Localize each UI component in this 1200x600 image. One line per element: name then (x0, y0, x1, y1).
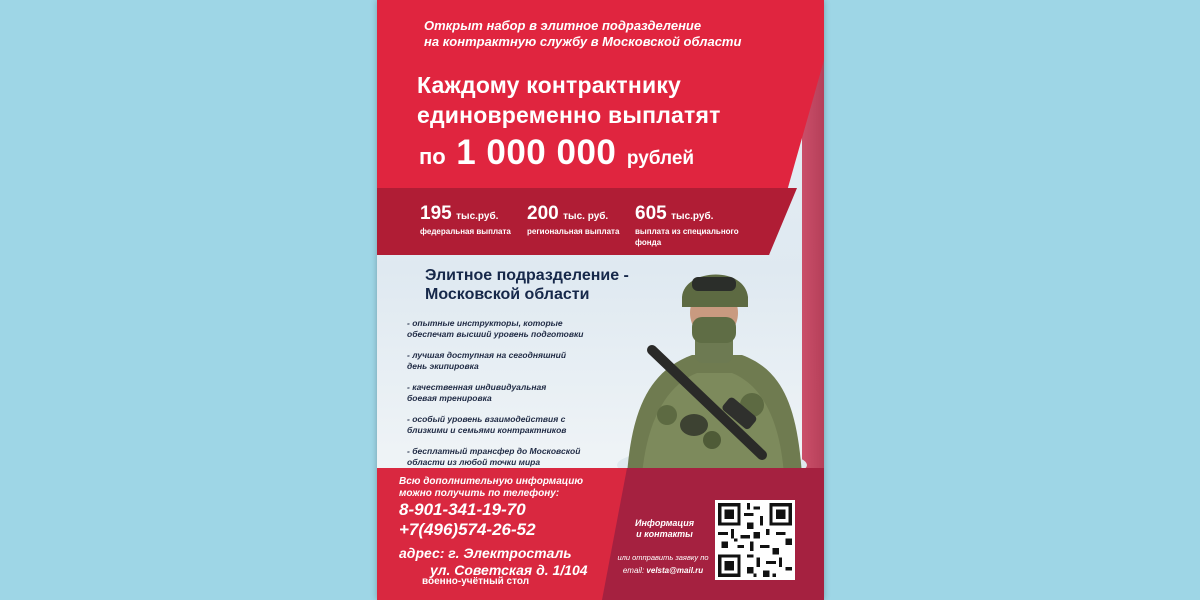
open-line-2: на контрактную службу в Московской области (424, 34, 742, 49)
payout-amount: 1 000 000 (456, 133, 617, 172)
payout-line (419, 133, 694, 173)
payment-unit: тыс.руб. (456, 211, 499, 222)
info-intro (399, 476, 583, 500)
payment-unit: тыс.руб. (671, 211, 714, 222)
info-contacts-line-2: и контакты (636, 529, 693, 539)
info-intro-line-1: Всю дополнительную информацию (399, 476, 583, 487)
payment-special-fund (635, 203, 739, 248)
payment-unit: тыс. руб. (563, 211, 609, 222)
email-label: email: (622, 566, 645, 575)
address-line-1: адрес: г. Электросталь (399, 545, 572, 561)
headline-line-1: Каждому контрактнику (417, 72, 682, 98)
qr-code[interactable] (715, 500, 795, 580)
open-line-1: Открыт набор в элитное подразделение (424, 18, 702, 33)
soldier-illustration (612, 255, 817, 475)
elite-title-line-2: Московской области (425, 286, 590, 303)
payment-desc: федеральная выплата (420, 227, 511, 236)
payout-prefix: по (419, 144, 446, 169)
list-item: - качественная индивидуальная боевая тренировка (407, 382, 547, 403)
desk-label: военно-учётный стол (422, 576, 530, 587)
info-intro-line-2: можно получить по телефону: (399, 488, 560, 499)
list-item: - особый уровень взаимодействия с близкими и семьями контрактников (407, 414, 567, 435)
info-contacts-label (632, 518, 697, 540)
address-line-2: ул. Советская д. 1/104 (430, 562, 588, 578)
email-line (609, 566, 717, 575)
phone-2[interactable]: +7(496)574-26-52 (399, 520, 536, 539)
list-item: - лучшая доступная на сегодняшний день экипировка (407, 350, 567, 371)
payment-regional (527, 203, 619, 237)
benefits-list (407, 318, 627, 478)
email-address[interactable]: velsta@mail.ru (646, 566, 704, 575)
list-item: - опытные инструкторы, которые обеспечат высший уровень подготовки (407, 318, 584, 339)
payment-desc: выплата из специального фонда (635, 227, 739, 247)
elite-title-line-1: Элитное подразделение - (425, 267, 629, 284)
payment-federal (420, 203, 511, 237)
headline-line-2: единовременно выплатят (417, 102, 721, 128)
payout-suffix: рублей (626, 148, 695, 169)
info-contacts-line-1: Информация (634, 518, 695, 528)
payment-amount: 195 (420, 203, 452, 224)
phone-1[interactable]: 8-901-341-19-70 (399, 500, 526, 519)
elite-title (425, 266, 629, 304)
send-request-text: или отправить заявку по (617, 553, 709, 562)
payment-amount: 605 (635, 203, 667, 224)
recruitment-poster (377, 0, 824, 600)
payment-amount: 200 (527, 203, 559, 224)
payment-desc: региональная выплата (527, 227, 620, 236)
list-item: - бесплатный трансфер до Московской области из любой точки мира (407, 446, 581, 467)
